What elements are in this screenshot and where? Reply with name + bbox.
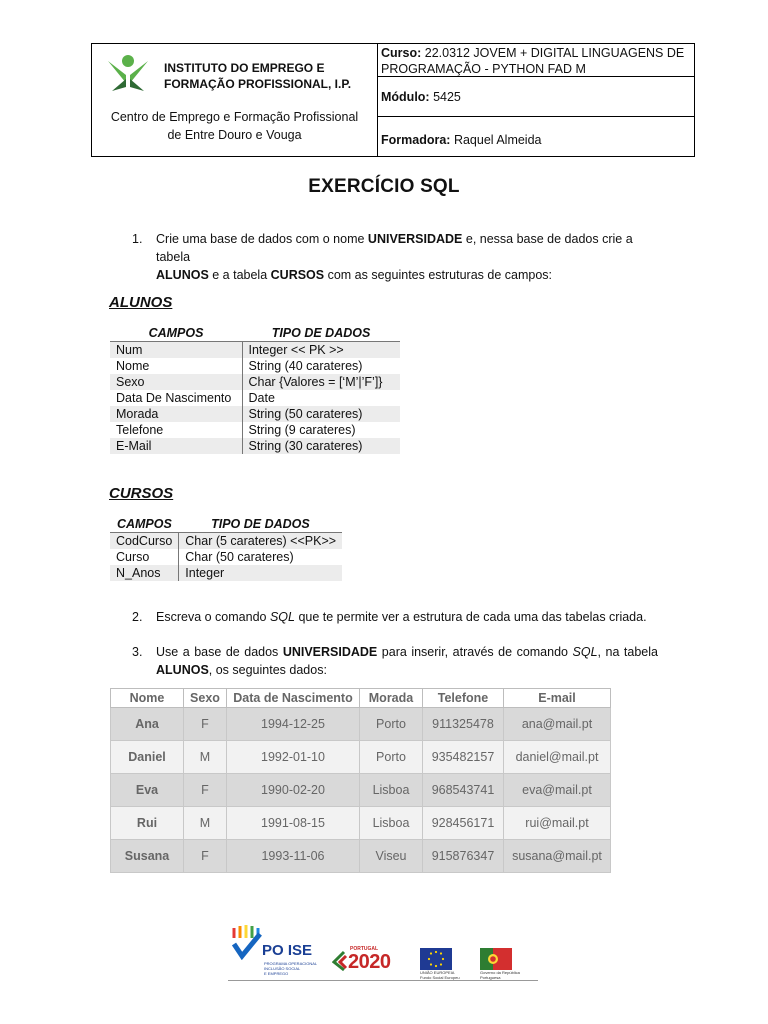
iefp-logo-icon [106, 53, 146, 93]
field-name-cell: Data De Nascimento [110, 390, 242, 406]
field-type-cell: Char (50 carateres) [185, 550, 294, 564]
field-name-cell: Nome [110, 358, 242, 374]
table-cell: 1994-12-25 [227, 708, 360, 741]
cursos-heading: CURSOS [109, 485, 174, 502]
table-cell: Lisboa [360, 807, 423, 840]
table-cell: M [184, 807, 227, 840]
table-row [111, 708, 611, 741]
funding-logos [228, 922, 538, 982]
exercise-item-2: 2. Escreva o comando SQL que te permite ver a estrutura de cada uma das tabelas criada. [132, 610, 647, 624]
table-cell: 1991-08-15 [227, 807, 360, 840]
table-cell: Porto [360, 708, 423, 741]
table-cell: Lisboa [360, 774, 423, 807]
curso-row: Curso: 22.0312 JOVEM + DIGITAL LINGUAGENS DE PROGRAMAÇÃO - PYTHON FAD M [377, 44, 694, 77]
table-cell: Eva [111, 774, 184, 807]
field-name-cell: CodCurso [110, 533, 179, 550]
field-name-cell: Morada [110, 406, 242, 422]
table-row [110, 438, 400, 454]
column-header: TIPO DE DADOS [179, 516, 342, 533]
cursos-structure-table [110, 516, 342, 581]
column-header: CAMPOS [110, 325, 242, 342]
table-cell: eva@mail.pt [504, 774, 611, 807]
alunos-data-table [110, 688, 611, 873]
table-row [110, 549, 342, 565]
table-cell: F [184, 840, 227, 873]
field-type-cell: Char (5 carateres) <<PK>> [179, 533, 342, 550]
field-name-cell: Telefone [110, 422, 242, 438]
table-row [110, 390, 400, 406]
table-cell: 928456171 [423, 807, 504, 840]
formadora-row: Formadora: Raquel Almeida [381, 133, 542, 147]
modulo-row: Módulo: 5425 [377, 77, 694, 117]
exercise-item-1: 1. Crie uma base de dados com o nome UNIVERSIDADE e, nessa base de dados crie a tabela ALUNOS e a tabela CURSOS com as seguintes estruturas de campos: [132, 232, 633, 282]
table-row [111, 840, 611, 873]
document-header [91, 43, 695, 157]
field-type-cell: Integer [179, 565, 342, 581]
field-type-cell: Date [248, 391, 275, 405]
column-header: TIPO DE DADOS [242, 325, 400, 342]
table-cell: Rui [111, 807, 184, 840]
table-cell: M [184, 741, 227, 774]
table-row [110, 406, 400, 422]
alunos-structure-table [110, 325, 400, 454]
column-header: Nome [111, 689, 184, 708]
field-type-cell: String (50 carateres) [242, 406, 400, 422]
table-cell: 1990-02-20 [227, 774, 360, 807]
table-cell: Daniel [111, 741, 184, 774]
table-cell: F [184, 708, 227, 741]
footer-divider [228, 980, 538, 981]
eu-flag-icon: UNIÃO EUROPEIA Fundo Social Europeu [420, 948, 464, 980]
field-name-cell: Num [110, 342, 242, 359]
table-cell: 1993-11-06 [227, 840, 360, 873]
field-type-cell: String (40 carateres) [248, 359, 363, 373]
table-row [110, 565, 342, 581]
field-name-cell: E-Mail [110, 438, 242, 454]
table-cell: Porto [360, 741, 423, 774]
table-row [110, 374, 400, 390]
table-cell: susana@mail.pt [504, 840, 611, 873]
table-cell: 911325478 [423, 708, 504, 741]
table-cell: ana@mail.pt [504, 708, 611, 741]
table-row [110, 358, 400, 374]
table-row [110, 533, 342, 550]
poise-logo-icon: PO ISE PROGRAMA OPERACIONAL INCLUSÃO SOCIAL E EMPREGO [228, 924, 328, 980]
table-cell: 935482157 [423, 741, 504, 774]
column-header: E-mail [504, 689, 611, 708]
table-cell: F [184, 774, 227, 807]
exercise-item-3: 3. Use a base de dados UNIVERSIDADE para inserir, através de comando SQL, na tabela ALUNOS, os seguintes dados: [132, 645, 658, 677]
column-header: CAMPOS [110, 516, 179, 533]
institute-block [92, 44, 378, 156]
table-row [110, 342, 400, 359]
field-type-cell: String (30 carateres) [242, 438, 400, 454]
field-type-cell: Char {Valores = [‘M’|’F’]} [242, 374, 400, 390]
field-type-cell: Integer << PK >> [242, 342, 400, 359]
field-name-cell: Curso [110, 549, 179, 565]
field-name-cell: N_Anos [110, 565, 179, 581]
course-info [377, 44, 694, 156]
table-cell: Susana [111, 840, 184, 873]
table-row [111, 774, 611, 807]
table-row [111, 741, 611, 774]
table-cell: 968543741 [423, 774, 504, 807]
alunos-heading: ALUNOS [109, 294, 173, 311]
table-cell: 1992-01-10 [227, 741, 360, 774]
table-cell: 915876347 [423, 840, 504, 873]
field-name-cell: Sexo [110, 374, 242, 390]
table-row [111, 807, 611, 840]
table-cell: Ana [111, 708, 184, 741]
column-header: Data de Nascimento [227, 689, 360, 708]
column-header: Morada [360, 689, 423, 708]
table-row [110, 422, 400, 438]
portuguese-government-logo-icon: Governo da República Portuguesa [480, 948, 524, 980]
column-header: Sexo [184, 689, 227, 708]
table-cell: rui@mail.pt [504, 807, 611, 840]
table-cell: Viseu [360, 840, 423, 873]
field-type-cell: String (9 carateres) [248, 423, 356, 437]
institute-name: INSTITUTO DO EMPREGO E FORMAÇÃO PROFISSIONAL, I.P. [164, 61, 352, 91]
page-title: EXERCÍCIO SQL [308, 176, 460, 197]
column-header: Telefone [423, 689, 504, 708]
centro-name: Centro de Emprego e Formação Profissional de Entre Douro e Vouga [110, 110, 359, 142]
portugal-2020-logo-icon: PORTUGAL 2020 [332, 946, 406, 976]
table-cell: daniel@mail.pt [504, 741, 611, 774]
